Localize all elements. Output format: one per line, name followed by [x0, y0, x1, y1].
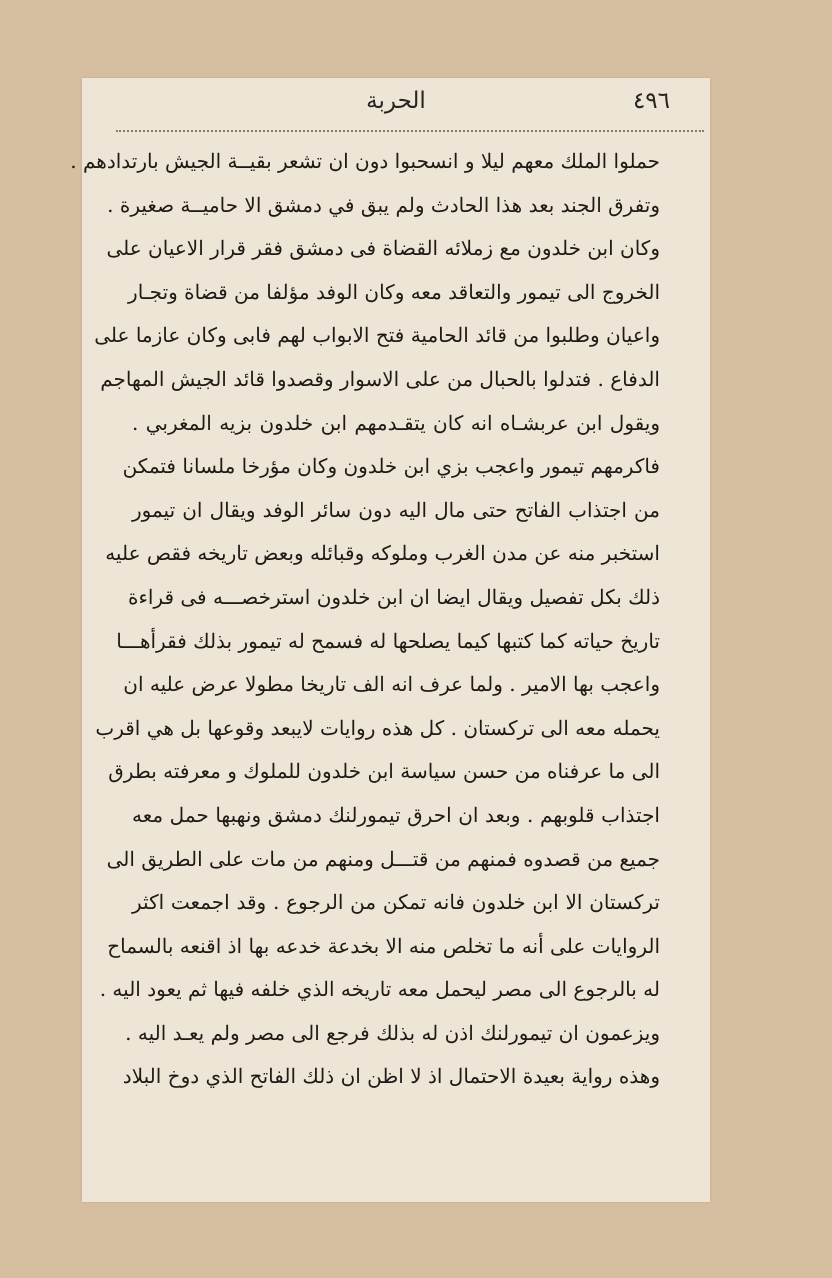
text-line-18: تركستان الا ابن خلدون فانه تمكن من الرجوع . وقد اجمعت اكثر	[132, 890, 660, 915]
text-line-19: الروايات على أنه ما تخلص منه الا بخدعة خدعه بها اذ اقنعه بالسماح	[107, 933, 660, 958]
text-line-8: فاكرمهم تيمور واعجب بزي ابن خلدون وكان مؤرخا ملسانا فتمكن	[122, 454, 660, 479]
text-line-10: استخبر منه عن مدن الغرب وملوكه وقبائله وبعض تاريخه فقص عليه	[105, 541, 660, 566]
text-line-13: واعجب بها الامير . ولما عرف انه الف تاريخا مطولا عرض عليه ان	[123, 672, 660, 697]
text-line-11: ذلك بكل تفصيل ويقال ايضا ان ابن خلدون استرخصـــه فى قراءة	[127, 584, 660, 609]
text-line-22: وهذه رواية بعيدة الاحتمال اذ لا اظن ان ذلك الفاتح الذي دوخ البلاد	[122, 1064, 660, 1089]
text-line-7: ويقول ابن عربشـاه انه كان يتقـدمهم ابن خلدون بزيه المغربي .	[132, 410, 660, 435]
header-rule	[116, 130, 704, 132]
text-line-1: حملوا الملك معهم ليلا و انسحبوا دون ان تشعر بقيــة الجيش بارتدادهم .	[70, 149, 660, 173]
text-line-5: واعيان وطلبوا من قائد الحامية فتح الابواب لهم فابى وكان عازما على	[94, 323, 660, 348]
text-line-16: اجتذاب قلوبهم . وبعد ان احرق تيمورلنك دمشق ونهبها حمل معه	[132, 802, 660, 827]
text-line-12: تاريخ حياته كما كتبها كيما يصلحها له فسمح له تيمور بذلك فقرأهـــا	[116, 628, 660, 653]
text-line-15: الى ما عرفناه من حسن سياسة ابن خلدون للملوك و معرفته بطرق	[108, 759, 660, 784]
text-line-20: له بالرجوع الى مصر ليحمل معه تاريخه الذي خلفه فيها ثم يعود اليه .	[99, 977, 660, 1002]
text-line-2: وتفرق الجند بعد هذا الحادث ولم يبق في دمشق الا حاميــة صغيرة .	[107, 192, 660, 217]
text-line-4: الخروج الى تيمور والتعاقد معه وكان الوفد مؤلفا من قضاة وتجـار	[128, 279, 660, 304]
page-number: ٤٩٦	[632, 88, 670, 114]
text-line-17: جميع من قصدوه فمنهم من قتـــل ومنهم من مات على الطريق الى	[106, 846, 660, 871]
text-body	[70, 140, 660, 1099]
text-line-9: من اجتذاب الفاتح حتى مال اليه دون سائر الوفد ويقال ان تيمور	[132, 497, 660, 522]
running-title: الحربة	[366, 88, 426, 114]
text-line-6: الدفاع . فتدلوا بالحبال من على الاسوار وقصدوا قائد الجيش المهاجم	[100, 366, 660, 391]
book-page	[70, 78, 710, 1202]
text-line-21: ويزعمون ان تيمورلنك اذن له بذلك فرجع الى مصر ولم يعـد اليه .	[125, 1020, 660, 1045]
text-line-3: وكان ابن خلدون مع زملائه القضاة فى دمشق فقر قرار الاعيان على	[106, 236, 660, 261]
running-head	[122, 86, 670, 126]
text-line-14: يحمله معه الى تركستان . كل هذه روايات لايبعد وقوعها بل هي اقرب	[95, 715, 660, 740]
